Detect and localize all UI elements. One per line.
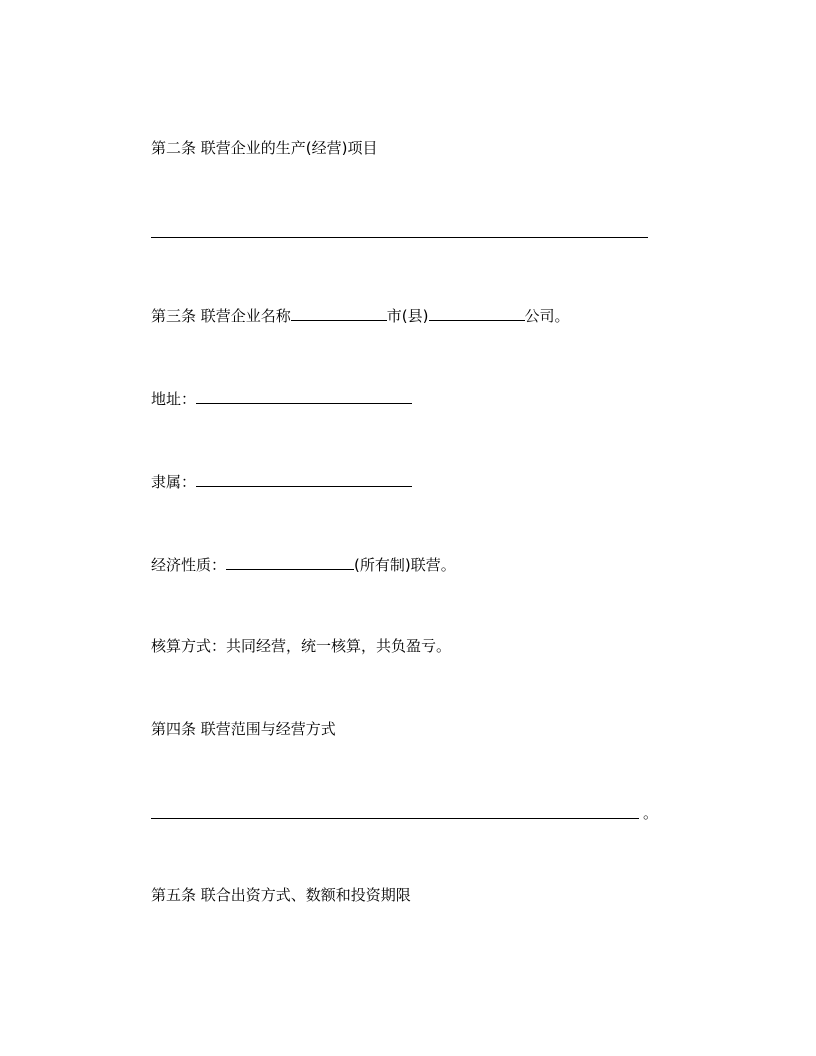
article4-end-mark: 。: [643, 804, 659, 822]
article3-suffix: 公司。: [524, 307, 570, 325]
article2-fill-line: [151, 237, 648, 238]
economic-nature-label: 经济性质：: [151, 556, 227, 574]
economic-nature-line: [151, 553, 456, 575]
article5-heading: 第五条 联合出资方式、数额和投资期限: [151, 886, 411, 904]
address-line: [151, 387, 412, 409]
address-label: 地址：: [151, 390, 197, 408]
company-name-blank[interactable]: [429, 304, 525, 321]
article3-mid: 市(县): [386, 307, 429, 325]
accounting-method: 核算方式：共同经营，统一核算，共负盈亏。: [151, 637, 452, 655]
article2-heading: 第二条 联营企业的生产(经营)项目: [151, 139, 378, 157]
article4-heading: 第四条 联营范围与经营方式: [151, 720, 336, 738]
article3-prefix: 第三条 联营企业名称: [151, 307, 291, 325]
address-blank[interactable]: [196, 387, 412, 404]
company-city-blank[interactable]: [291, 304, 387, 321]
economic-nature-suffix: (所有制)联营。: [354, 556, 456, 574]
affiliation-label: 隶属：: [151, 473, 197, 491]
ownership-blank[interactable]: [226, 553, 354, 570]
affiliation-blank[interactable]: [196, 470, 412, 487]
article3-line: [151, 304, 570, 326]
affiliation-line: [151, 470, 412, 492]
article4-fill-line: [151, 818, 639, 819]
